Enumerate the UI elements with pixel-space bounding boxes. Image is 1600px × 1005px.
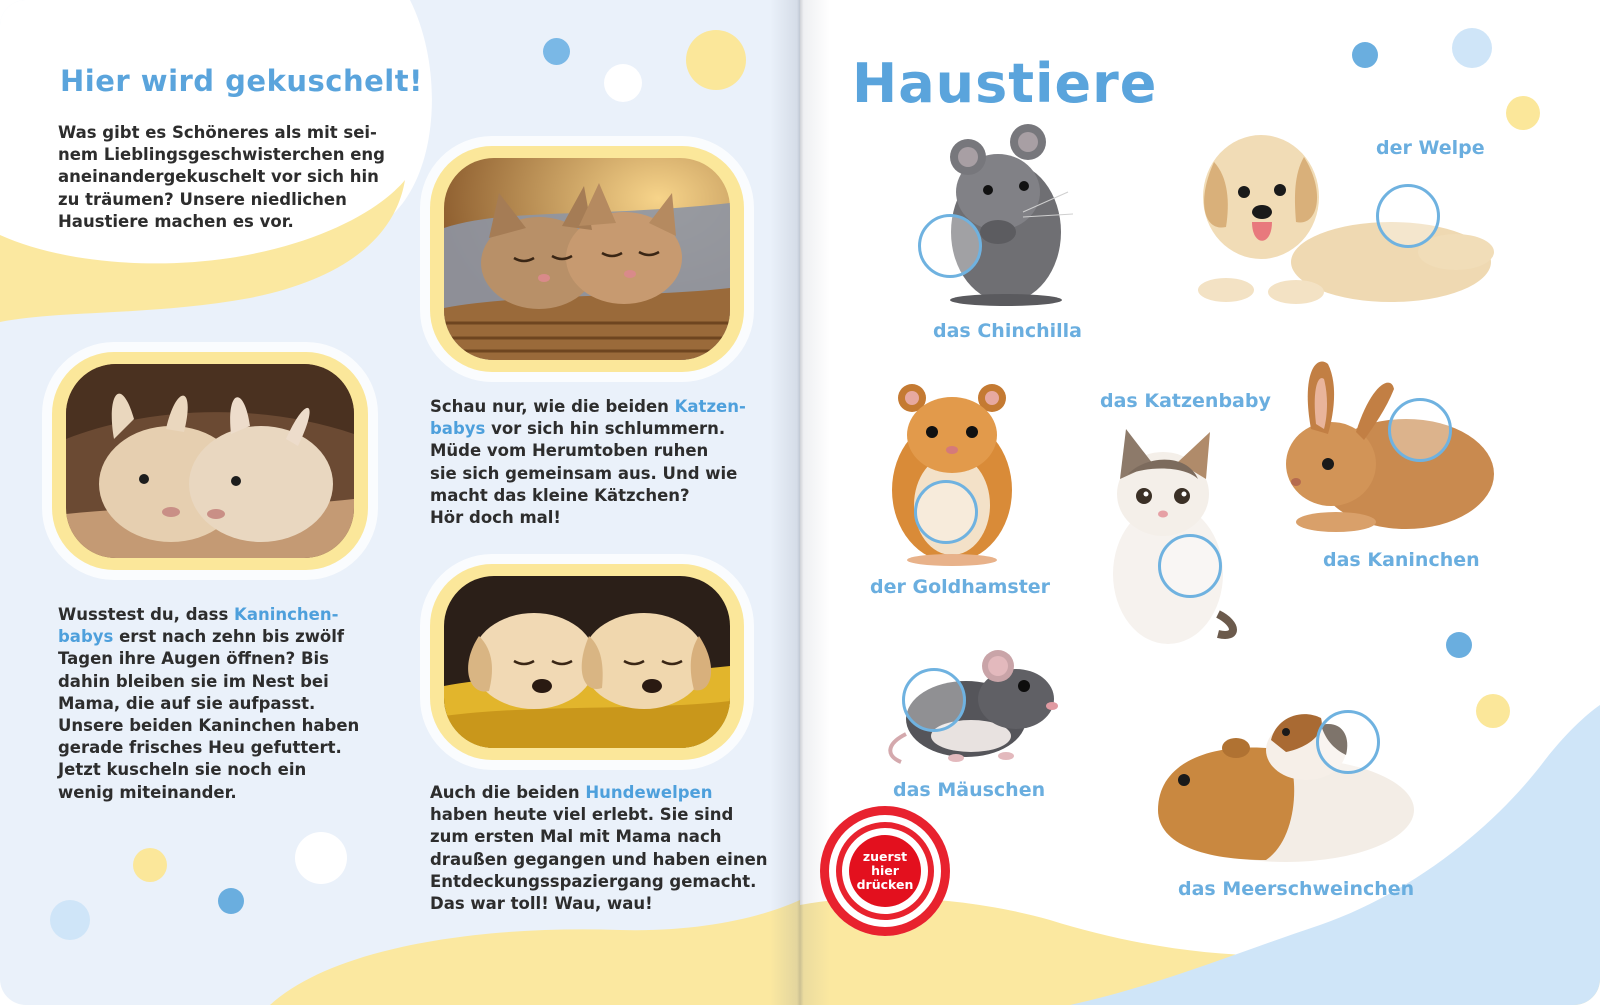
text-line: wenig miteinander.: [58, 782, 237, 802]
text-line: Das war toll! Wau, wau!: [430, 894, 653, 914]
kittens-photo-frame: [430, 146, 744, 372]
text-line: Tagen ihre Augen öffnen? Bis: [58, 649, 329, 669]
intro-line: Was gibt es Schöneres als mit sei-: [58, 123, 377, 142]
decor-dot: [50, 900, 90, 940]
page-title: Hier wird gekuschelt!: [60, 64, 423, 98]
bunnies-paragraph: [58, 604, 388, 804]
text-line: haben heute viel erlebt. Sie sind: [430, 805, 734, 825]
hamster-label: der Goldhamster: [870, 576, 1051, 598]
page-title: Haustiere: [852, 52, 1158, 115]
text-segment: vor sich hin schlummern.: [485, 419, 726, 439]
text-line: zum ersten Mal mit Mama nach: [430, 827, 722, 847]
text-segment: Wusstest du, dass: [58, 605, 235, 624]
text-line: Unsere beiden Kaninchen haben: [58, 716, 360, 736]
kitten-image: [1098, 424, 1240, 654]
mouse-label: das Mäuschen: [893, 779, 1046, 801]
intro-line: aneinandergekuschelt vor sich hin: [58, 167, 379, 187]
hamster-touch-spot[interactable]: [914, 480, 978, 544]
text-segment: erst nach zehn bis zwölf: [113, 627, 345, 647]
highlight-puppies: Hundewelpen: [585, 783, 713, 802]
rabbit-label: das Kaninchen: [1323, 549, 1480, 571]
intro-line: zu träumen? Unsere niedlichen: [58, 189, 347, 209]
text-segment: Schau nur, wie die beiden: [430, 397, 675, 416]
decor-dot: [1352, 42, 1378, 68]
decor-dot: [604, 64, 642, 102]
bunnies-photo-frame: [52, 352, 368, 570]
text-line: Hör doch mal!: [430, 508, 561, 528]
chinchilla-touch-spot[interactable]: [918, 214, 982, 278]
text-segment: Auch die beiden: [430, 783, 586, 802]
kittens-paragraph: [430, 396, 760, 529]
puppies-photo: [444, 576, 730, 748]
text-line: Jetzt kuscheln sie noch ein: [58, 760, 307, 780]
guinea-pig-label: das Meerschweinchen: [1178, 878, 1415, 900]
text-line: Mama, die auf sie aufpasst.: [58, 693, 316, 713]
kittens-photo: [444, 158, 730, 360]
start-button-text: drücken: [856, 877, 914, 892]
decor-dot: [295, 832, 347, 884]
highlight-bunnies: babys: [58, 627, 114, 647]
decor-dot: [1476, 694, 1510, 728]
intro-line: Haustiere machen es vor.: [58, 211, 294, 231]
start-button-text: zuerst: [862, 849, 908, 864]
text-line: draußen gegangen und haben einen: [430, 849, 768, 869]
puppies-photo-frame: [430, 564, 744, 760]
decor-dot: [218, 888, 244, 914]
decor-dot: [543, 38, 570, 65]
decor-dot: [1506, 96, 1540, 130]
start-button-core[interactable]: [849, 835, 921, 907]
kitten-touch-spot[interactable]: [1158, 534, 1222, 598]
text-line: sie sich gemeinsam aus. Und wie: [430, 463, 738, 483]
rabbit-image: [1276, 354, 1498, 534]
kitten-label: das Katzenbaby: [1100, 390, 1271, 412]
bunnies-photo: [66, 364, 354, 558]
intro-paragraph: [58, 122, 398, 233]
puppy-label: der Welpe: [1376, 137, 1485, 159]
puppy-touch-spot[interactable]: [1376, 184, 1440, 248]
rabbit-touch-spot[interactable]: [1388, 398, 1452, 462]
text-line: Müde vom Herumtoben ruhen: [430, 441, 709, 461]
decor-dot: [1446, 632, 1472, 658]
start-button-text: hier: [871, 863, 899, 878]
mouse-touch-spot[interactable]: [902, 668, 966, 732]
text-line: macht das kleine Kätzchen?: [430, 485, 690, 505]
guinea-pig-touch-spot[interactable]: [1316, 710, 1380, 774]
puppies-paragraph: [430, 782, 770, 915]
guinea-pig-image: [1136, 700, 1418, 866]
highlight-kittens: Katzen-: [674, 397, 746, 416]
text-line: dahin bleiben sie im Nest bei: [58, 671, 329, 691]
intro-line: nem Lieblingsgeschwisterchen eng: [58, 145, 385, 165]
decor-dot: [133, 848, 167, 882]
chinchilla-label: das Chinchilla: [933, 320, 1083, 342]
decor-dot: [686, 30, 746, 90]
highlight-kittens: babys: [430, 419, 486, 439]
start-sound-button[interactable]: [820, 806, 950, 936]
text-line: gerade frisches Heu gefuttert.: [58, 738, 342, 758]
highlight-bunnies: Kaninchen-: [234, 605, 339, 624]
text-line: Entdeckungsspaziergang gemacht.: [430, 871, 757, 891]
decor-dot: [1452, 28, 1492, 68]
